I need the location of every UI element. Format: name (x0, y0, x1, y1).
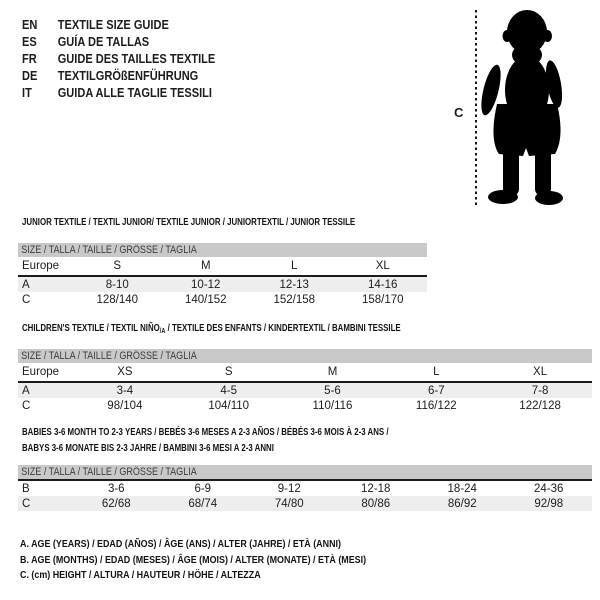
table-cell: 128/140 (96, 293, 139, 306)
language-row-fr (22, 50, 215, 67)
region-label: Europe (18, 363, 73, 382)
row-label: A (18, 276, 73, 292)
section-title-text: CHILDREN'S TEXTILE / TEXTIL NIÑO (22, 322, 160, 334)
size-header-bar (18, 349, 592, 363)
table-cell: 3-4 (73, 382, 177, 398)
table-cell: 116/122 (415, 399, 457, 412)
section-title-subscript: /A (159, 326, 166, 335)
height-figure (440, 0, 600, 215)
children-size-table (18, 349, 592, 413)
size-column-header: M (281, 363, 385, 382)
size-column-header: L (250, 257, 339, 276)
size-header-label: SIZE / TALLA / TAILLE / GRÖSSE / TAGLIA (21, 350, 197, 362)
table-cell: 80/86 (333, 496, 420, 511)
junior-size-table (18, 243, 427, 307)
table-row-height (18, 292, 427, 307)
table-cell: 140/152 (184, 293, 227, 306)
size-column-header: L (384, 363, 488, 382)
size-column-header: XL (488, 363, 592, 382)
table-row-height (18, 398, 592, 413)
language-row-it (22, 84, 215, 101)
table-cell: 110/116 (312, 399, 353, 412)
language-title: TEXTILE SIZE GUIDE (57, 17, 169, 32)
row-label: C (22, 293, 31, 306)
table-cell: 86/92 (419, 496, 506, 511)
section-title-text: / TEXTILE DES ENFANTS / KINDERTEXTIL / BAMBINI TESSILE (165, 322, 401, 334)
table-cell: 3-6 (107, 482, 125, 495)
language-list (22, 16, 249, 101)
table-cell: 158/170 (361, 293, 404, 306)
row-label: A (18, 382, 73, 398)
baby-silhouette-icon (481, 8, 571, 206)
table-cell: 74/80 (246, 496, 333, 511)
language-code: DE (22, 68, 38, 83)
table-cell: 98/104 (107, 399, 143, 412)
size-columns-row (18, 363, 592, 382)
size-header-label: SIZE / TALLA / TAILLE / GRÖSSE / TAGLIA (21, 466, 197, 478)
section-title-children (22, 322, 401, 337)
height-measure-label: C (454, 105, 464, 120)
size-header-bar (18, 243, 427, 257)
language-row-es (22, 33, 215, 50)
size-column-header: XL (339, 257, 428, 276)
table-row-height (18, 496, 592, 511)
babies-size-table (18, 465, 592, 511)
table-cell: 12-18 (361, 482, 391, 495)
size-columns-row (18, 257, 427, 276)
section-title-line: BABIES 3-6 MONTH TO 2-3 YEARS / BEBÉS 3-6 MESES A 2-3 AÑOS / BÉBÉS 3-6 MOIS À 2-3 ANS / (22, 426, 389, 438)
table-cell: 10-12 (162, 276, 251, 292)
table-cell: 92/98 (506, 496, 593, 511)
table-cell: 7-8 (488, 382, 592, 398)
table-cell: 104/110 (208, 399, 250, 412)
footnote-height: C. (cm) HEIGHT / ALTURA / HAUTEUR / HÖHE / ALTEZZA (20, 569, 261, 581)
table-cell: 122/128 (519, 399, 561, 412)
language-code: IT (22, 85, 32, 100)
section-title-line: BABYS 3-6 MONATE BIS 2-3 JAHRE / BAMBINI 3-6 MESI A 2-3 ANNI (22, 441, 274, 454)
table-cell: 4-5 (177, 382, 281, 398)
size-header-label: SIZE / TALLA / TAILLE / GRÖSSE / TAGLIA (21, 244, 197, 256)
size-column-header: S (73, 257, 162, 276)
table-cell: 12-13 (250, 276, 339, 292)
table-cell: 152/158 (273, 293, 316, 306)
height-dotted-line (475, 10, 477, 207)
size-column-header: XS (73, 363, 177, 382)
section-title-babies (22, 425, 389, 456)
region-label: Europe (18, 257, 73, 276)
table-cell: 9-12 (277, 482, 301, 495)
table-row-age (18, 276, 427, 292)
language-row-en (22, 16, 215, 33)
language-title: GUIDE DES TAILLES TEXTILE (57, 51, 216, 66)
table-cell: 6-7 (384, 382, 488, 398)
table-cell: 14-16 (339, 276, 428, 292)
size-column-header: S (177, 363, 281, 382)
row-label: C (22, 399, 31, 412)
table-cell: 68/74 (160, 496, 247, 511)
table-row-age-months (18, 480, 592, 496)
row-label: C (18, 496, 73, 511)
size-header-bar (18, 465, 592, 480)
size-column-header: M (162, 257, 251, 276)
table-cell: 8-10 (73, 276, 162, 292)
table-cell: 5-6 (281, 382, 385, 398)
language-code: FR (22, 51, 37, 66)
table-cell: 62/68 (73, 496, 160, 511)
section-title-junior: JUNIOR TEXTILE / TEXTIL JUNIOR/ TEXTILE JUNIOR / JUNIORTEXTIL / JUNIOR TESSILE (22, 216, 356, 228)
row-label: B (22, 482, 30, 495)
language-title: GUÍA DE TALLAS (57, 34, 150, 49)
footnote-age-years: A. AGE (YEARS) / EDAD (AÑOS) / ÂGE (ANS) / ALTER (JAHRE) / ETÀ (ANNI) (20, 538, 341, 550)
footnote-age-months: B. AGE (MONTHS) / EDAD (MESES) / ÂGE (MOIS) / ALTER (MONATE) / ETÀ (MESI) (20, 553, 367, 566)
language-row-de (22, 67, 215, 84)
table-cell: 6-9 (194, 482, 212, 495)
language-title: TEXTILGRÖßENFÜHRUNG (57, 68, 199, 83)
language-code: ES (22, 34, 37, 49)
language-title: GUIDA ALLE TAGLIE TESSILI (57, 85, 213, 100)
language-code: EN (22, 17, 38, 32)
table-cell: 18-24 (447, 482, 477, 495)
footnotes (20, 537, 427, 584)
table-row-age (18, 382, 592, 398)
table-cell: 24-36 (534, 482, 564, 495)
